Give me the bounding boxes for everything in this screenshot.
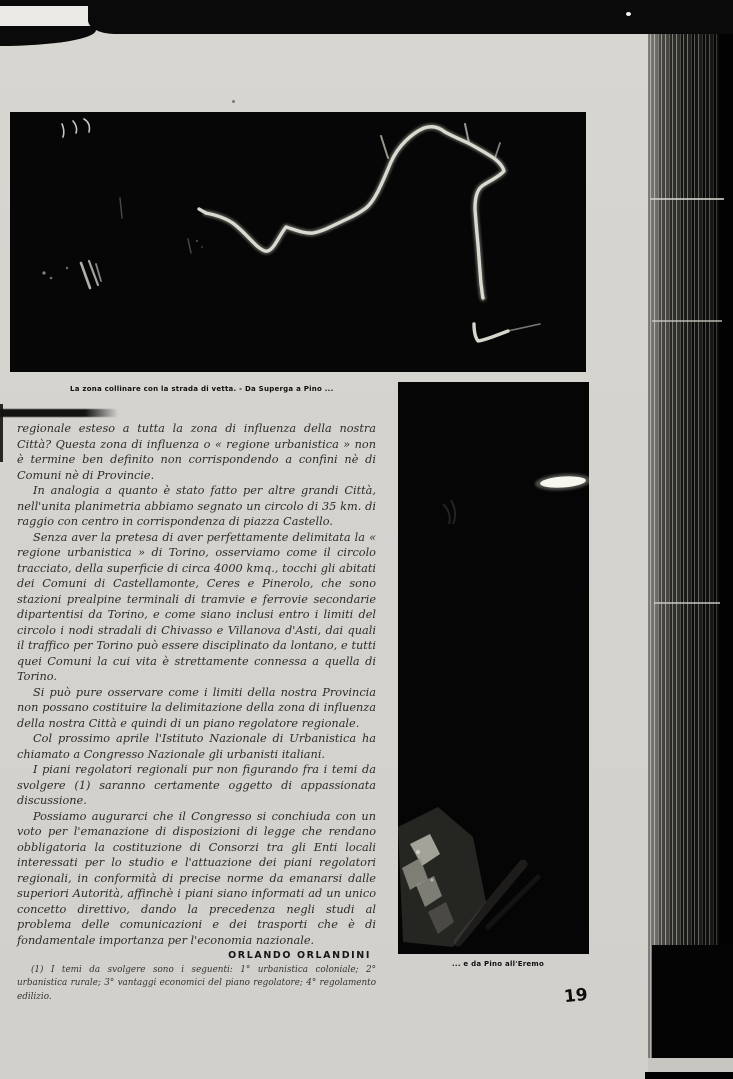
article-paragraph: Senza aver la pretesa di aver perfettamente delimitata la « regione urbanistica » di Torino, osserviamo come il circolo tracciato, della superficie di circa 4000 kmq., tocchi gli abitati dei Comuni di Castellamonte, Ceres e Pinerolo, che sono stazioni prealpine terminali di tramvie e ferrovie secondarie dipartentisi da Torino, e come siano inclusi entro i limiti del circolo i nodi stradali di Chivasso e Villanova d'Asti, dai quali il traffico per Torino può essere disciplinato da lontano, e tutti quei Comuni la cui vita è strettamente connessa a quella di Torino. xyxy=(17,530,376,683)
road-glow xyxy=(206,127,504,298)
edge-bottom-page-sliver xyxy=(648,1058,733,1072)
author-signature: ORLANDO ORLANDINI xyxy=(228,950,371,961)
photo-scratches xyxy=(62,119,89,137)
vertical-photo-artwork xyxy=(398,382,589,954)
ridge-road-artwork xyxy=(10,112,586,372)
road-spurs xyxy=(381,124,540,331)
article-paragraph: In analogia a quanto è stato fatto per altre grandi Città, nell'unita planimetria abbiamo segnato un circolo di 35 km. di raggio con centro in corrispondenza di piazza Castello. xyxy=(17,484,376,528)
photo-speck xyxy=(431,879,434,882)
right-photo-caption: ... e da Pino all'Eremo xyxy=(452,960,545,968)
page-number: 19 xyxy=(563,984,589,1008)
article-paragraph: I piani regolatori regionali pur non figurando fra i temi da svolgere (1) saranno certamente oggetto di appassionata discussione. xyxy=(17,763,376,807)
edge-scratch-line xyxy=(652,320,722,322)
scan-top-black-band xyxy=(88,0,733,34)
aerial-photo-ridge-road xyxy=(10,112,586,372)
edge-scratch-line xyxy=(650,198,724,200)
scan-speck xyxy=(232,100,235,103)
edge-bottom-shadow xyxy=(652,945,733,1060)
scan-bottom-black-border xyxy=(645,1072,733,1079)
photo-streaks xyxy=(81,198,191,288)
footnote: (1) I temi da svolgere sono i seguenti: 1° urbanistica coloniale; 2° urbanistica rurale; 3° vantaggi economici del piano regolatore; 4° regolamento edilizio. xyxy=(17,964,376,1002)
photo-specks xyxy=(42,240,203,279)
road-line xyxy=(199,127,508,341)
scan-smudge xyxy=(0,409,118,417)
scan-white-speck xyxy=(626,12,631,16)
photo-speck xyxy=(416,850,420,854)
scan-left-edge-shadow xyxy=(0,404,3,462)
edge-scratch-line xyxy=(654,602,720,604)
top-photo-caption: La zona collinare con la strada di vetta. - Da Superga a Pino ... xyxy=(70,385,334,393)
article-column xyxy=(17,421,376,1004)
page-corner-notch xyxy=(0,6,88,27)
article-paragraph: Col prossimo aprile l'Istituto Nazionale di Urbanistica ha chiamato a Congresso Nazionale gli urbanisti italiani. xyxy=(17,732,376,761)
faint-mark xyxy=(443,500,455,524)
article-paragraph: Possiamo augurarci che il Congresso si conchiuda con un voto per l'emanazione di disposizioni di legge che rendano obbligatoria la costituzione di Consorzi tra gli Enti locali interessati per lo studio e l'attuazione dei piani regolatori regionali, in conformità di precise norme da emanarsi dalle superiori Autorità, affinchè i piani siano informati ad un unico concetto direttivo, dando la precedenza negli studi al problema delle comunicazioni e dei trasporti che è di fondamentale importanza per l'economia nazionale. xyxy=(17,809,376,947)
aerial-photo-vertical xyxy=(398,382,589,954)
scan-right-black-border xyxy=(719,0,733,1079)
article-paragraph: regionale esteso a tutta la zona di influenza della nostra Città? Questa zona di influenza o « regione urbanistica » non è termine ben definito non corrispondendo a confini nè di Comuni nè di Provincie. xyxy=(17,422,376,482)
article-paragraph: Si può pure osservare come i limiti della nostra Provincia non possano costituire la delimitazione della zona di influenza della nostra Città e quindi di un piano regolatore regionale. xyxy=(17,685,376,730)
